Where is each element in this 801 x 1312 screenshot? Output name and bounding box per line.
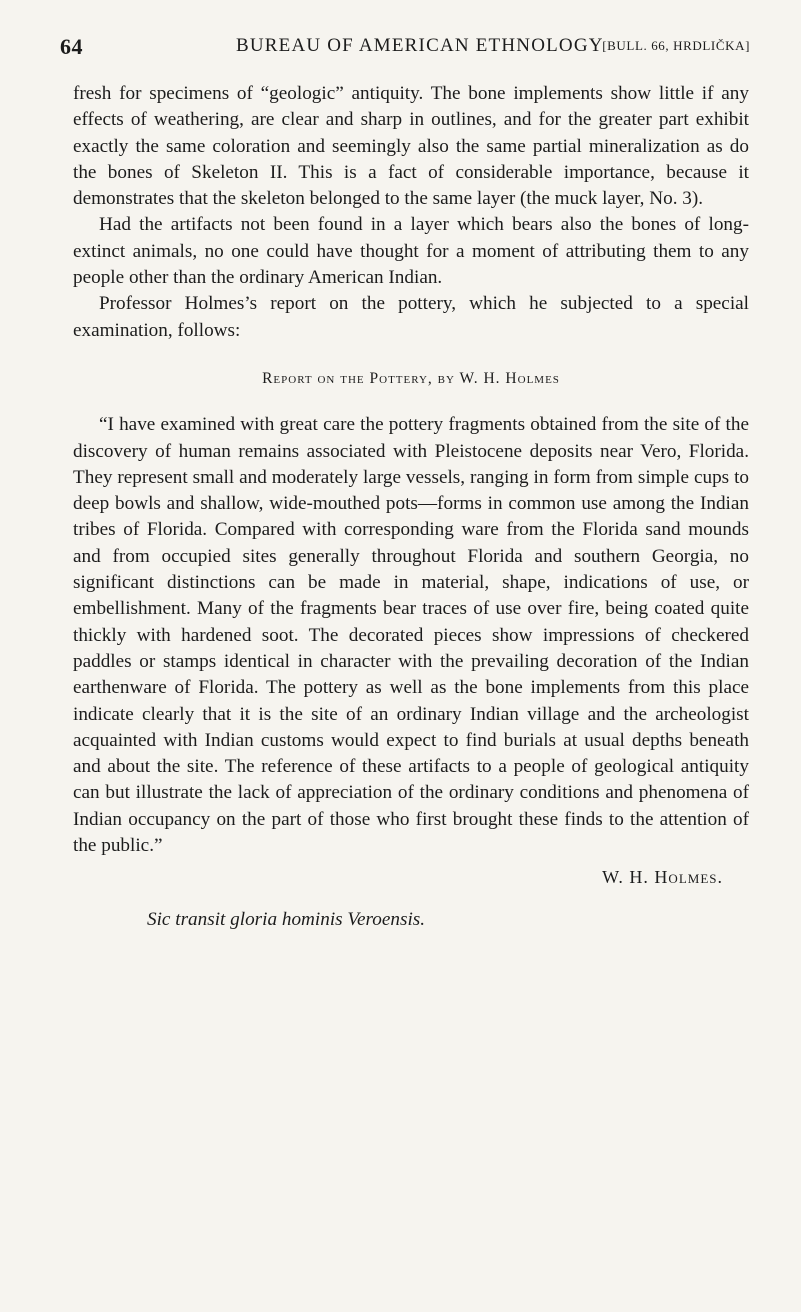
report-quote: “I have examined with great care the pottery fragments obtained from the site of the discovery of human remains associated with Pleistocene deposits near Vero, Florida. They represent small and moderately large vessels, ranging in form from simple cups to deep bowls and shallow, wide-mouthed pots—forms in common use among the Indian tribes of Florida. Compared with corresponding ware from the Florida sand mounds and from occupied sites generally throughout Florida and southern Georgia, no significant distinctions can be made in material, shape, indications of use, or embellishment. Many of the fragments bear traces of use over fire, being coated quite thickly with hardened soot. The decorated pieces show impressions of checkered paddles or stamps identical in character with the prevailing decoration of the Indian earthenware of Florida. The pottery as well as the bone implements from this place indicate clearly that it is the site of an ordinary Indian village and the archeologist acquainted with Indian customs would expect to find burials at usual depths beneath and about the site. The reference of these artifacts to a people of geological antiquity can but illustrate the lack of appreciation of the ordinary conditions and phenomena of Indian occupancy on the part of those who first brought these finds to the attention of the public.”: [73, 414, 749, 857]
paragraph-report-intro: Professor Holmes’s report on the pottery, which he subjected to a special examination, follows:: [73, 293, 749, 341]
page-number: 64: [60, 34, 83, 59]
bulletin-reference: [BULL. 66, HRDLIČKA]: [602, 38, 750, 53]
signature-text: W. H. Holmes.: [602, 867, 723, 888]
paragraph-continuation: fresh for specimens of “geologic” antiquity. The bone implements show little if any effects of weathering, are clear and sharp in outlines, and for the greater part exhibit exactly the same coloration and seemingly also the same partial mineralization as do the bones of Skeleton II. This is a fact of considerable importance, because it demonstrates that the skeleton belonged to the same layer (the muck layer, No. 3).: [73, 83, 749, 210]
body-text: [73, 81, 749, 933]
running-header: [60, 34, 750, 64]
closing-line: Sic transit gloria hominis Veroensis.: [147, 908, 426, 930]
paragraph-artifacts: Had the artifacts not been found in a layer which bears also the bones of long-extinct animals, no one could have thought for a moment of attributing them to any people other than the ordinary American Indian.: [73, 214, 749, 289]
running-title: BUREAU OF AMERICAN ETHNOLOGY: [236, 35, 604, 56]
report-signature: [73, 864, 749, 890]
report-heading-text: Report on the Pottery, by W. H. Holmes: [262, 369, 560, 387]
report-heading: [73, 366, 749, 392]
